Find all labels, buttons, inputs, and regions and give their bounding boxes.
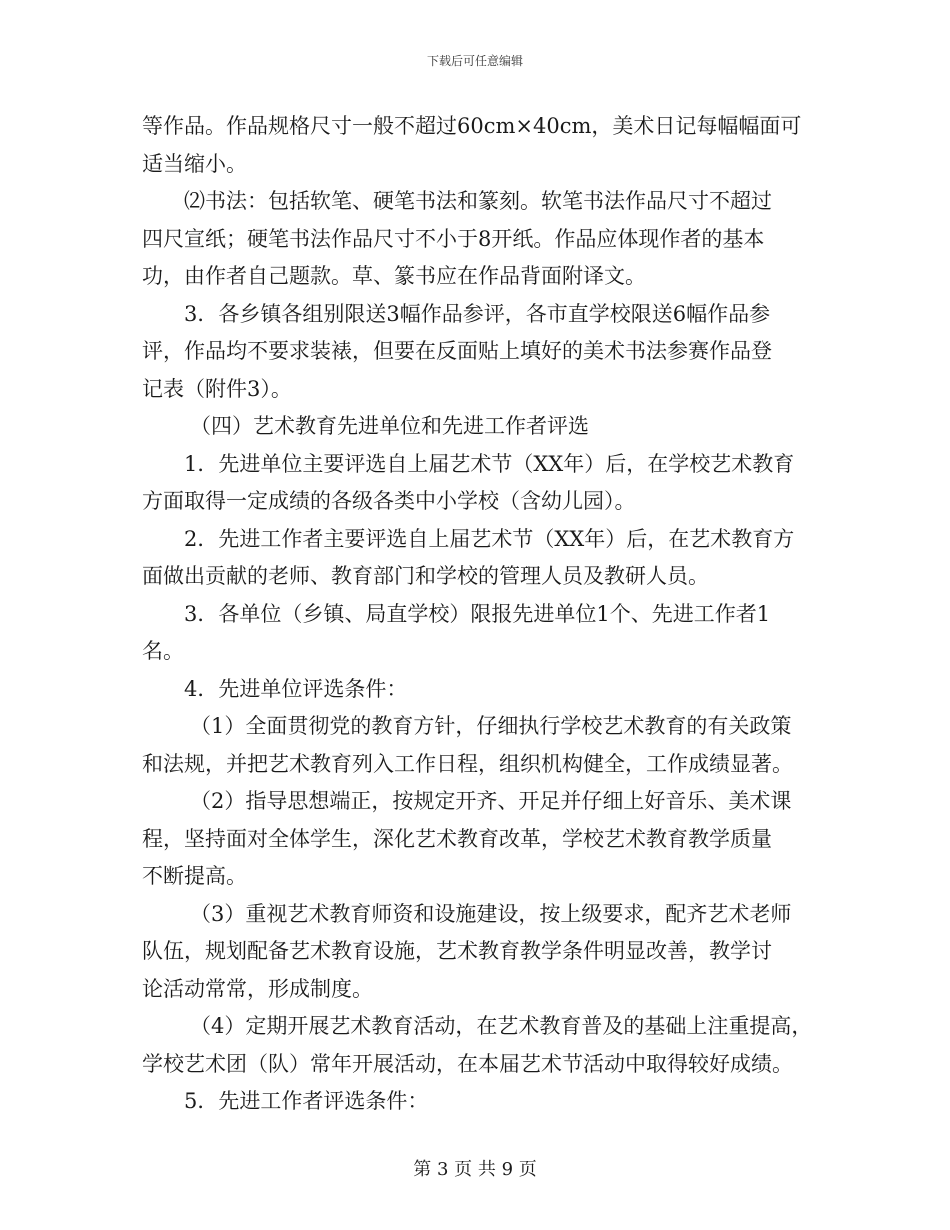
text-line: 名。 bbox=[142, 639, 184, 663]
page-header: 下载后可任意编辑 bbox=[426, 54, 523, 68]
text-line: 5．先进工作者评选条件： bbox=[184, 1089, 429, 1113]
text-line: 评，作品均不要求装裱，但要在反面贴上填好的美术书法参赛作品登 bbox=[142, 339, 772, 363]
text-line: （4）定期开展艺术教育活动，在艺术教育普及的基础上注重提高， bbox=[190, 1014, 813, 1038]
text-line: （1）全面贯彻党的教育方针，仔细执行学校艺术教育的有关政策 bbox=[190, 714, 792, 738]
text-line: 不断提高。 bbox=[142, 864, 247, 888]
text-line: （2）指导思想端正，按规定开齐、开足并仔细上好音乐、美术课 bbox=[190, 789, 792, 813]
text-line: 学校艺术团（队）常年开展活动，在本届艺术节活动中取得较好成绩。 bbox=[142, 1051, 793, 1076]
text-line: 3．各单位（乡镇、局直学校）限报先进单位1个、先进工作者1 bbox=[184, 601, 771, 626]
text-line: 面做出贡献的老师、教育部门和学校的管理人员及教研人员。 bbox=[142, 564, 709, 588]
section-heading: （四）艺术教育先进单位和先进工作者评选 bbox=[190, 414, 589, 438]
text-line: 等作品。作品规格尺寸一般不超过60cm×40cm，美术日记每幅幅面可 bbox=[142, 114, 802, 138]
page-number: 第 3 页 共 9 页 bbox=[413, 1159, 537, 1180]
text-line: ⑵书法：包括软笔、硬笔书法和篆刻。软笔书法作品尺寸不超过 bbox=[184, 189, 772, 213]
text-line: 论活动常常，形成制度。 bbox=[142, 976, 373, 1001]
text-line: 4．先进单位评选条件： bbox=[184, 676, 408, 701]
text-line: 方面取得一定成绩的各级各类中小学校（含幼儿园）。 bbox=[142, 489, 636, 513]
text-line: 3．各乡镇各组别限送3幅作品参评，各市直学校限送6幅作品参 bbox=[184, 301, 771, 326]
text-line: 适当缩小。 bbox=[142, 151, 247, 176]
text-line: （3）重视艺术教育师资和设施建设，按上级要求，配齐艺术老师 bbox=[190, 901, 792, 926]
text-line: 队伍，规划配备艺术教育设施，艺术教育教学条件明显改善，教学讨 bbox=[142, 939, 772, 963]
text-line: 1．先进单位主要评选自上届艺术节（XX年）后，在学校艺术教育 bbox=[184, 451, 795, 476]
document-body bbox=[142, 108, 832, 1121]
text-line: 功，由作者自己题款。草、篆书应在作品背面附译文。 bbox=[142, 264, 646, 288]
text-line: 程，坚持面对全体学生，深化艺术教育改革，学校艺术教育教学质量 bbox=[142, 826, 772, 851]
text-line: 和法规，并把艺术教育列入工作日程，组织机构健全，工作成绩显著。 bbox=[142, 751, 793, 776]
text-line: 2．先进工作者主要评选自上届艺术节（XX年）后，在艺术教育方 bbox=[184, 526, 795, 551]
text-line: 记表（附件3）。 bbox=[142, 376, 292, 401]
text-line: 四尺宣纸；硬笔书法作品尺寸不小于8开纸。作品应体现作者的基本 bbox=[142, 226, 765, 251]
